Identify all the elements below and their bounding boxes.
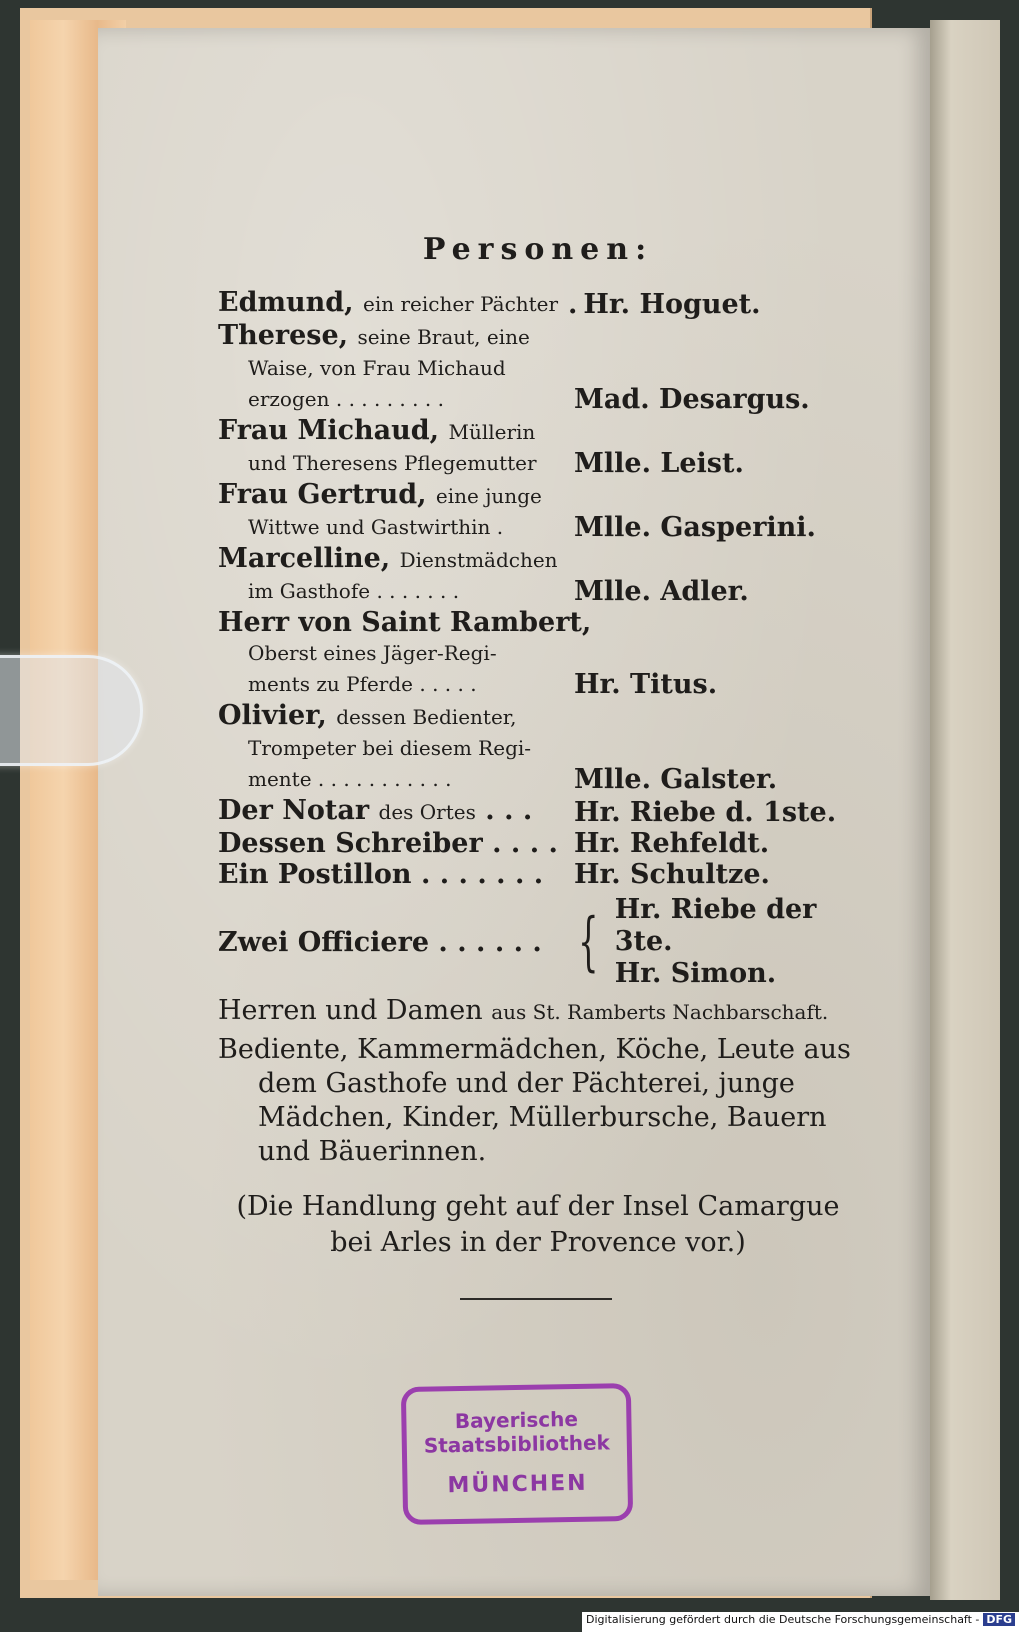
library-stamp xyxy=(401,1383,633,1525)
cast-entry-cont: ments zu Pferde . . . . . Hr. Titus. xyxy=(218,669,858,700)
cast-entry: Dessen Schreiber . . . . Hr. Rehfeldt. xyxy=(218,828,858,859)
role-name: Zwei Officiere xyxy=(218,926,430,958)
cast-entry-cont: mente . . . . . . . . . . . Mlle. Galster. xyxy=(218,764,858,795)
role-name: Ein Postillon xyxy=(218,859,412,890)
cast-entry xyxy=(218,607,858,638)
cast-entry-officers: Zwei Officiere . . . . . . { Hr. Riebe der 3te. Hr. Simon. xyxy=(218,894,858,990)
cast-entry: Der Notar des Ortes . . . Hr. Riebe d. 1ste. xyxy=(218,795,858,828)
role-name: Dessen Schreiber xyxy=(218,828,483,859)
actor-name: Hr. Titus. xyxy=(574,669,718,700)
actor-name: Mad. Desargus. xyxy=(574,384,810,415)
stamp-line: MÜNCHEN xyxy=(447,1470,588,1499)
role-description-cont: mente xyxy=(248,767,312,791)
actor-name: Hr. Riebe d. 1ste. xyxy=(574,797,837,828)
cast-entry-cont: Wittwe und Gastwirthin . Mlle. Gasperini. xyxy=(218,512,858,543)
footer-text: Digitalisierung gefördert durch die Deutsche Forschungsgemeinschaft - xyxy=(586,1613,980,1626)
actor-name: Hr. Simon. xyxy=(614,958,777,989)
setting-note: (Die Handlung geht auf der Insel Camargue bei Arles in der Provence vor.) xyxy=(236,1191,840,1258)
cast-list xyxy=(218,232,858,1261)
extras-rest: aus St. Ramberts Nachbarschaft. xyxy=(491,1000,829,1024)
role-description-cont: Trompeter bei diesem Regi- xyxy=(248,736,532,760)
stamp-line: Bayerische xyxy=(454,1406,579,1434)
cast-entry: Edmund, ein reicher Pächter . Hr. Hoguet. xyxy=(218,287,858,320)
actor-name: Mlle. Leist. xyxy=(574,448,744,479)
actor-name: Hr. Rehfeldt. xyxy=(574,828,770,859)
divider-rule xyxy=(460,1298,612,1300)
actor-name: Mlle. Gasperini. xyxy=(574,512,816,543)
actor-name: Hr. Schultze. xyxy=(574,859,770,890)
digitization-footer xyxy=(582,1612,1019,1632)
role-description: dessen Bedienter, xyxy=(336,705,517,729)
extras-lead: Herren und Damen xyxy=(218,995,483,1026)
role-description-cont: und Theresens Pflegemutter xyxy=(248,451,537,475)
role-name: Frau Gertrud, xyxy=(218,479,427,510)
role-name: Herr von Saint Rambert, xyxy=(218,607,592,638)
role-description: seine Braut, eine xyxy=(357,325,530,349)
cast-entry: Ein Postillon . . . . . . . Hr. Schultze. xyxy=(218,859,858,890)
role-description: ein reicher Pächter xyxy=(362,292,559,316)
role-description-cont: ments zu Pferde xyxy=(248,672,414,696)
cast-entry xyxy=(218,700,858,733)
role-description-cont: erzogen xyxy=(248,387,330,411)
role-name: Frau Michaud, xyxy=(218,415,440,446)
role-description-cont: Oberst eines Jäger-Regi- xyxy=(248,641,497,665)
dfg-logo: DFG xyxy=(983,1613,1015,1626)
role-description-cont: Waise, von Frau Michaud xyxy=(248,356,506,380)
role-name: Therese, xyxy=(218,320,349,351)
stamp-line: Staatsbibliothek xyxy=(423,1430,611,1458)
actor-name: Mlle. Galster. xyxy=(574,764,778,795)
role-name: Der Notar xyxy=(218,795,370,826)
page-heading: Personen: xyxy=(422,232,654,267)
cast-entry-cont xyxy=(218,448,858,479)
actor-name: Mlle. Adler. xyxy=(574,576,749,607)
cast-entry-cont: im Gasthofe . . . . . . . Mlle. Adler. xyxy=(218,576,858,607)
extras-paragraph xyxy=(218,994,858,1029)
role-description-cont: Wittwe und Gastwirthin xyxy=(248,515,491,539)
role-description: Müllerin xyxy=(448,420,536,444)
cast-entry xyxy=(218,479,858,512)
extras-paragraph: Bediente, Kammermädchen, Köche, Leute aus dem Gasthofe und der Pächterei, junge Mädchen, Kinder, Müllerbursche, Bauern und Bäuerinnen. xyxy=(218,1034,851,1167)
role-description: eine junge xyxy=(435,484,542,508)
page-clip xyxy=(0,655,143,766)
cast-entry xyxy=(218,415,858,448)
role-description: des Ortes xyxy=(378,800,476,824)
role-description-cont: im Gasthofe xyxy=(248,579,371,603)
role-description: Dienstmädchen xyxy=(399,548,558,572)
brace-glyph: { xyxy=(578,905,599,979)
role-name: Olivier, xyxy=(218,700,327,731)
actor-name: Hr. Riebe der 3te. xyxy=(614,894,817,957)
cast-entry xyxy=(218,320,858,353)
cast-entry xyxy=(218,543,858,576)
role-name: Marcelline, xyxy=(218,543,391,574)
facing-page-edge xyxy=(930,20,1000,1600)
role-name: Edmund, xyxy=(218,287,354,318)
cast-entry-cont: erzogen . . . . . . . . . Mad. Desargus. xyxy=(218,384,858,415)
actor-name: Hr. Hoguet. xyxy=(583,289,761,320)
